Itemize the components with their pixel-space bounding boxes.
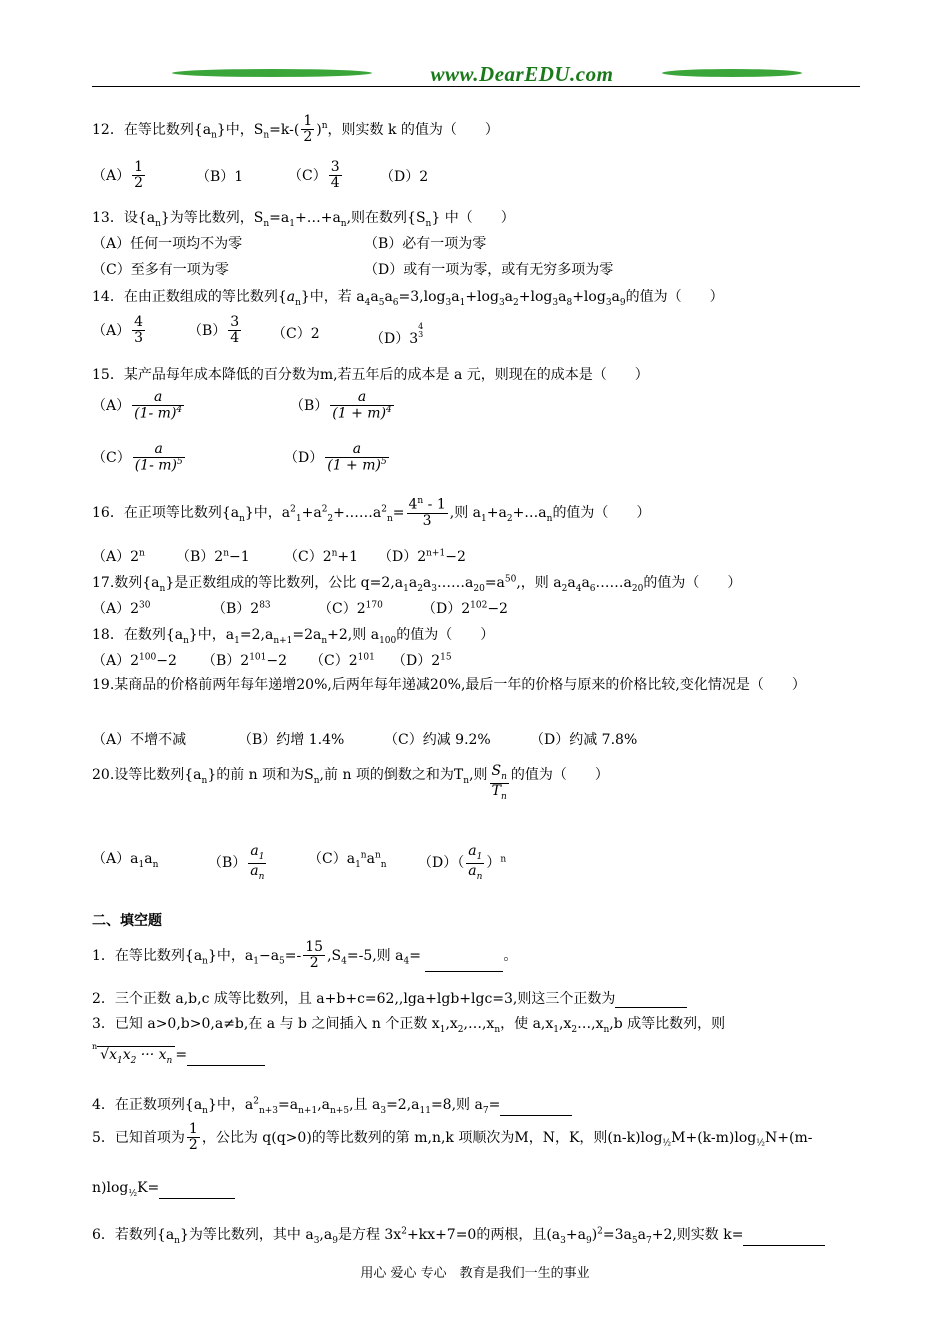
question-17: 17.数列$\{a_n\}$是正数组成的等比数列，公比 $q=2,a_1a_2a_3\dots\dots a_{20}=a^{50}$,，则 $a_2a_4a_6\dots\dots a_{20}$的值为（ ） <box>92 574 742 594</box>
option-a: $(A)a_1a_n$ <box>92 851 159 870</box>
options-15 <box>92 390 692 490</box>
option-d: （D）（ $\frac{a_1}{a_n}$ ）$^n$ <box>418 843 507 882</box>
option-c: $(C)2^{170}$ <box>318 600 383 617</box>
section-title-fill-in: 二、填空题 <box>92 913 162 929</box>
question-12: 12．在等比数列$\{a_n\}$中，$S_n=k-$( $\frac{1}{2}$ )$^n$，则实数 k 的值为（ ） <box>92 113 499 146</box>
option-b: （B）约增 1.4% <box>238 732 345 748</box>
option-c: $(C)a_1^na^n_n$ <box>308 850 387 870</box>
answer-blank[interactable] <box>425 971 503 972</box>
option-a: （A） $\frac{1}{2}$ <box>92 159 144 192</box>
options-20 <box>92 844 692 894</box>
option-a: （A） $\frac{a}{(1- m)^4}$ <box>92 389 183 423</box>
green-swoosh-left <box>172 69 372 77</box>
fill-5-cont: $n)\log_{\frac{1}{2}}K=$ <box>92 1180 235 1199</box>
options-14 <box>92 315 692 355</box>
option-b: $(B)2^{101}-2$ <box>202 652 288 669</box>
option-d: （D）或有一项为零，或有无穷多项为零 <box>364 262 614 278</box>
option-b: （B）1 <box>196 169 244 185</box>
fill-2: 2．三个正数 a,b,c 成等比数列，且 a+b+c=62,,lga+lgb+lgc=3,则这三个正数为 <box>92 988 687 1008</box>
options-12 <box>92 160 692 200</box>
option-d: $(D)2^{n+1}-2$ <box>378 548 466 565</box>
answer-blank[interactable] <box>159 1198 235 1199</box>
option-a: （A）任何一项均不为零 <box>92 236 243 252</box>
header-rule <box>92 86 860 87</box>
option-c: $(C)2^n+1$ <box>284 548 359 565</box>
fill-5: 5．已知首项为 $\frac{1}{2}$ ，公比为 q(q>0)的等比数列的第 m,n,k 项顺次为M，N，K，则$(n-k)\log_{\frac{1}{2}}M+(k-m)\log_{\frac{1}{2}}N+(m-$ <box>92 1121 813 1154</box>
option-a: （A）2$^n$ <box>92 548 145 565</box>
option-b: $(B)2^n-1$ <box>176 548 250 565</box>
fill-1: 1．在等比数列$\{a_n\}$中，$a_1-a_5=-$ $\frac{15}{2}$ $,S_4=-5$,则 $a_4=$ 。 <box>92 939 518 972</box>
page-header <box>92 62 860 92</box>
option-d: $(D)2^{102}-2$ <box>422 600 508 617</box>
fill-3: 3．已知 a>0,b>0,a≠b,在 a 与 b 之间插入 n 个正数 $x_1,x_2,\dots,x_n$，使 $a,x_1,x_2\dots,x_n,b$ 成等比数列，则 <box>92 1016 726 1035</box>
option-c: $(C)2^{101}$ <box>310 652 375 669</box>
option-a: $(A)2^{100}-2$ <box>92 652 177 669</box>
option-b: （B） $\frac{3}{4}$ <box>188 314 240 347</box>
option-c: （C）约减 9.2% <box>384 732 491 748</box>
option-a: $(A)2^{30}$ <box>92 600 151 617</box>
question-15: 15．某产品每年成本降低的百分数为m,若五年后的成本是 a 元，则现在的成本是（ ） <box>92 367 649 383</box>
answer-blank[interactable] <box>615 1007 687 1008</box>
options-13 <box>92 233 792 283</box>
green-swoosh-right <box>662 69 802 77</box>
option-d: $(D)2^{15}$ <box>392 652 452 669</box>
option-b: $(B)2^{83}$ <box>212 600 271 617</box>
option-c: （C）至多有一项为零 <box>92 262 229 278</box>
options-16 <box>92 546 692 566</box>
option-d: （D）2 <box>380 169 429 185</box>
question-18: 18．在数列$\{a_n\}$中，$a_1=2,a_{n+1}=2a_n+2$,则 $a_{100}$的值为（ ） <box>92 627 495 646</box>
question-16: 16．在正项等比数列$\{a_n\}$中，$a^2_1+a^2_2+\dots\dots a^2_n=$ $\frac{4^n - 1}{3}$ ,则 $a_1+a_2+\dots a_n$的值为（ ） <box>92 496 651 530</box>
question-13: 13．设$\{a_n\}$为等比数列，$S_n=a_1+\dots+a_n$,则在数列$\{S_n\}$ 中（ ） <box>92 210 515 229</box>
question-20: 20.设等比数列$\{a_n\}$的前 n 项和为$S_n$,前 n 项的倒数之和为$T_n$,则 $\frac{S_n}{T_n}$ 的值为（ ） <box>92 763 609 802</box>
options-19 <box>92 729 792 749</box>
option-c: （C） $\frac{a}{(1- m)^5}$ <box>92 441 183 475</box>
fill-3-answer: $^n√x_1x_2$ ··· $x_n$ = <box>92 1042 265 1066</box>
options-17 <box>92 598 692 618</box>
option-a: （A） $\frac{4}{3}$ <box>92 314 144 347</box>
option-c: （C）2 <box>272 326 320 342</box>
answer-blank[interactable] <box>500 1115 572 1116</box>
option-b: （B）必有一项为零 <box>364 236 487 252</box>
option-d: （D） $\frac{a}{(1 + m)^5}$ <box>284 441 387 475</box>
answer-blank[interactable] <box>743 1245 825 1246</box>
question-14: 14．在由正数组成的等比数列$\{a_n\}$中，若 $a_4a_5a_6=3,\log_3a_1+\log_3a_2+\log_3a_8+\log_3a_9$的值为（ ） <box>92 289 724 308</box>
fill-6: 6．若数列$\{a_n\}$为等比数列，其中 $a_3,a_9$是方程 $3x^2+kx+7=0$的两根，且$(a_3+a_9)^2=3a_5a_7+2$,则实数 k= <box>92 1224 825 1246</box>
option-b: （B） $\frac{a}{(1 + m)^4}$ <box>290 389 392 423</box>
answer-blank[interactable] <box>187 1065 265 1066</box>
option-d: （D）约减 7.8% <box>530 732 638 748</box>
question-19: 19.某商品的价格前两年每年递增20%,后两年每年递减20%,最后一年的价格与原来的价格比较,变化情况是（ ） <box>92 677 806 693</box>
option-d: $(D)3^{4 3}$ <box>370 322 424 347</box>
option-a: （A）不增不减 <box>92 732 187 748</box>
site-logo: www.DearEDU.com <box>430 62 614 86</box>
fill-4: 4．在正数项列$\{a_n\}$中，$a^2_{n+3}=a_{n+1},a_{n+5}$,且 $a_3=2,a_{11}=8$,则 $a_7=$ <box>92 1094 572 1116</box>
option-b: （B） $\frac{a_1}{a_n}$ <box>208 843 265 882</box>
option-c: （C） $\frac{3}{4}$ <box>288 159 340 192</box>
options-18 <box>92 650 692 670</box>
page-footer: 用心 爱心 专心 教育是我们一生的事业 <box>360 1266 590 1281</box>
